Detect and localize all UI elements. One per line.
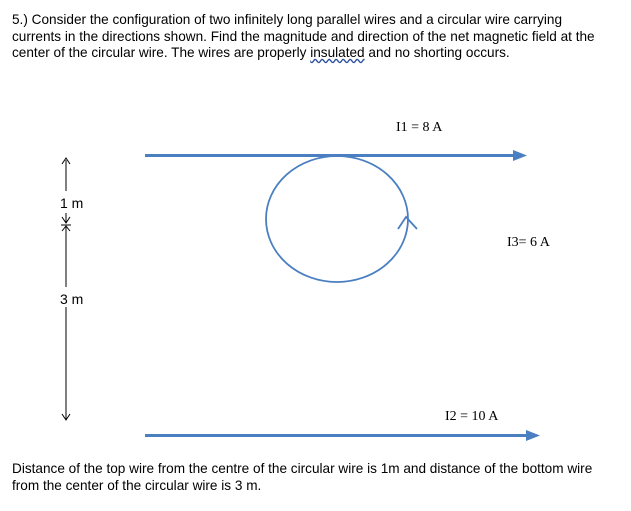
- insulated-word: insulated: [310, 45, 365, 60]
- current-i1-label: I1 = 8 A: [396, 120, 443, 135]
- current-i2-label: I2 = 10 A: [445, 409, 499, 424]
- problem-text-end: and no shorting occurs.: [364, 45, 510, 60]
- problem-text-start: 5.) Consider the configuration of two infinitely long parallel wires and a circular wire carrying currents in the directions shown. Find the magnitude and direction of the net magnetic field at the center of the circular wire. The wires are properly: [12, 12, 595, 60]
- distance-marker-top: [61, 158, 71, 225]
- top-wire-arrowhead: [513, 150, 527, 161]
- distance-top-label: 1 m: [60, 195, 84, 211]
- circular-wire: [266, 156, 408, 282]
- distance-marker-bottom: [62, 226, 70, 420]
- current-i3-label: I3= 6 A: [507, 235, 550, 250]
- distance-bottom-label: 3 m: [60, 291, 84, 307]
- distance-note: Distance of the top wire from the centre of the circular wire is 1m and distance of the bottom wire from the center of the circular wire is 3 m.: [12, 461, 593, 493]
- bottom-wire-arrowhead: [526, 430, 540, 441]
